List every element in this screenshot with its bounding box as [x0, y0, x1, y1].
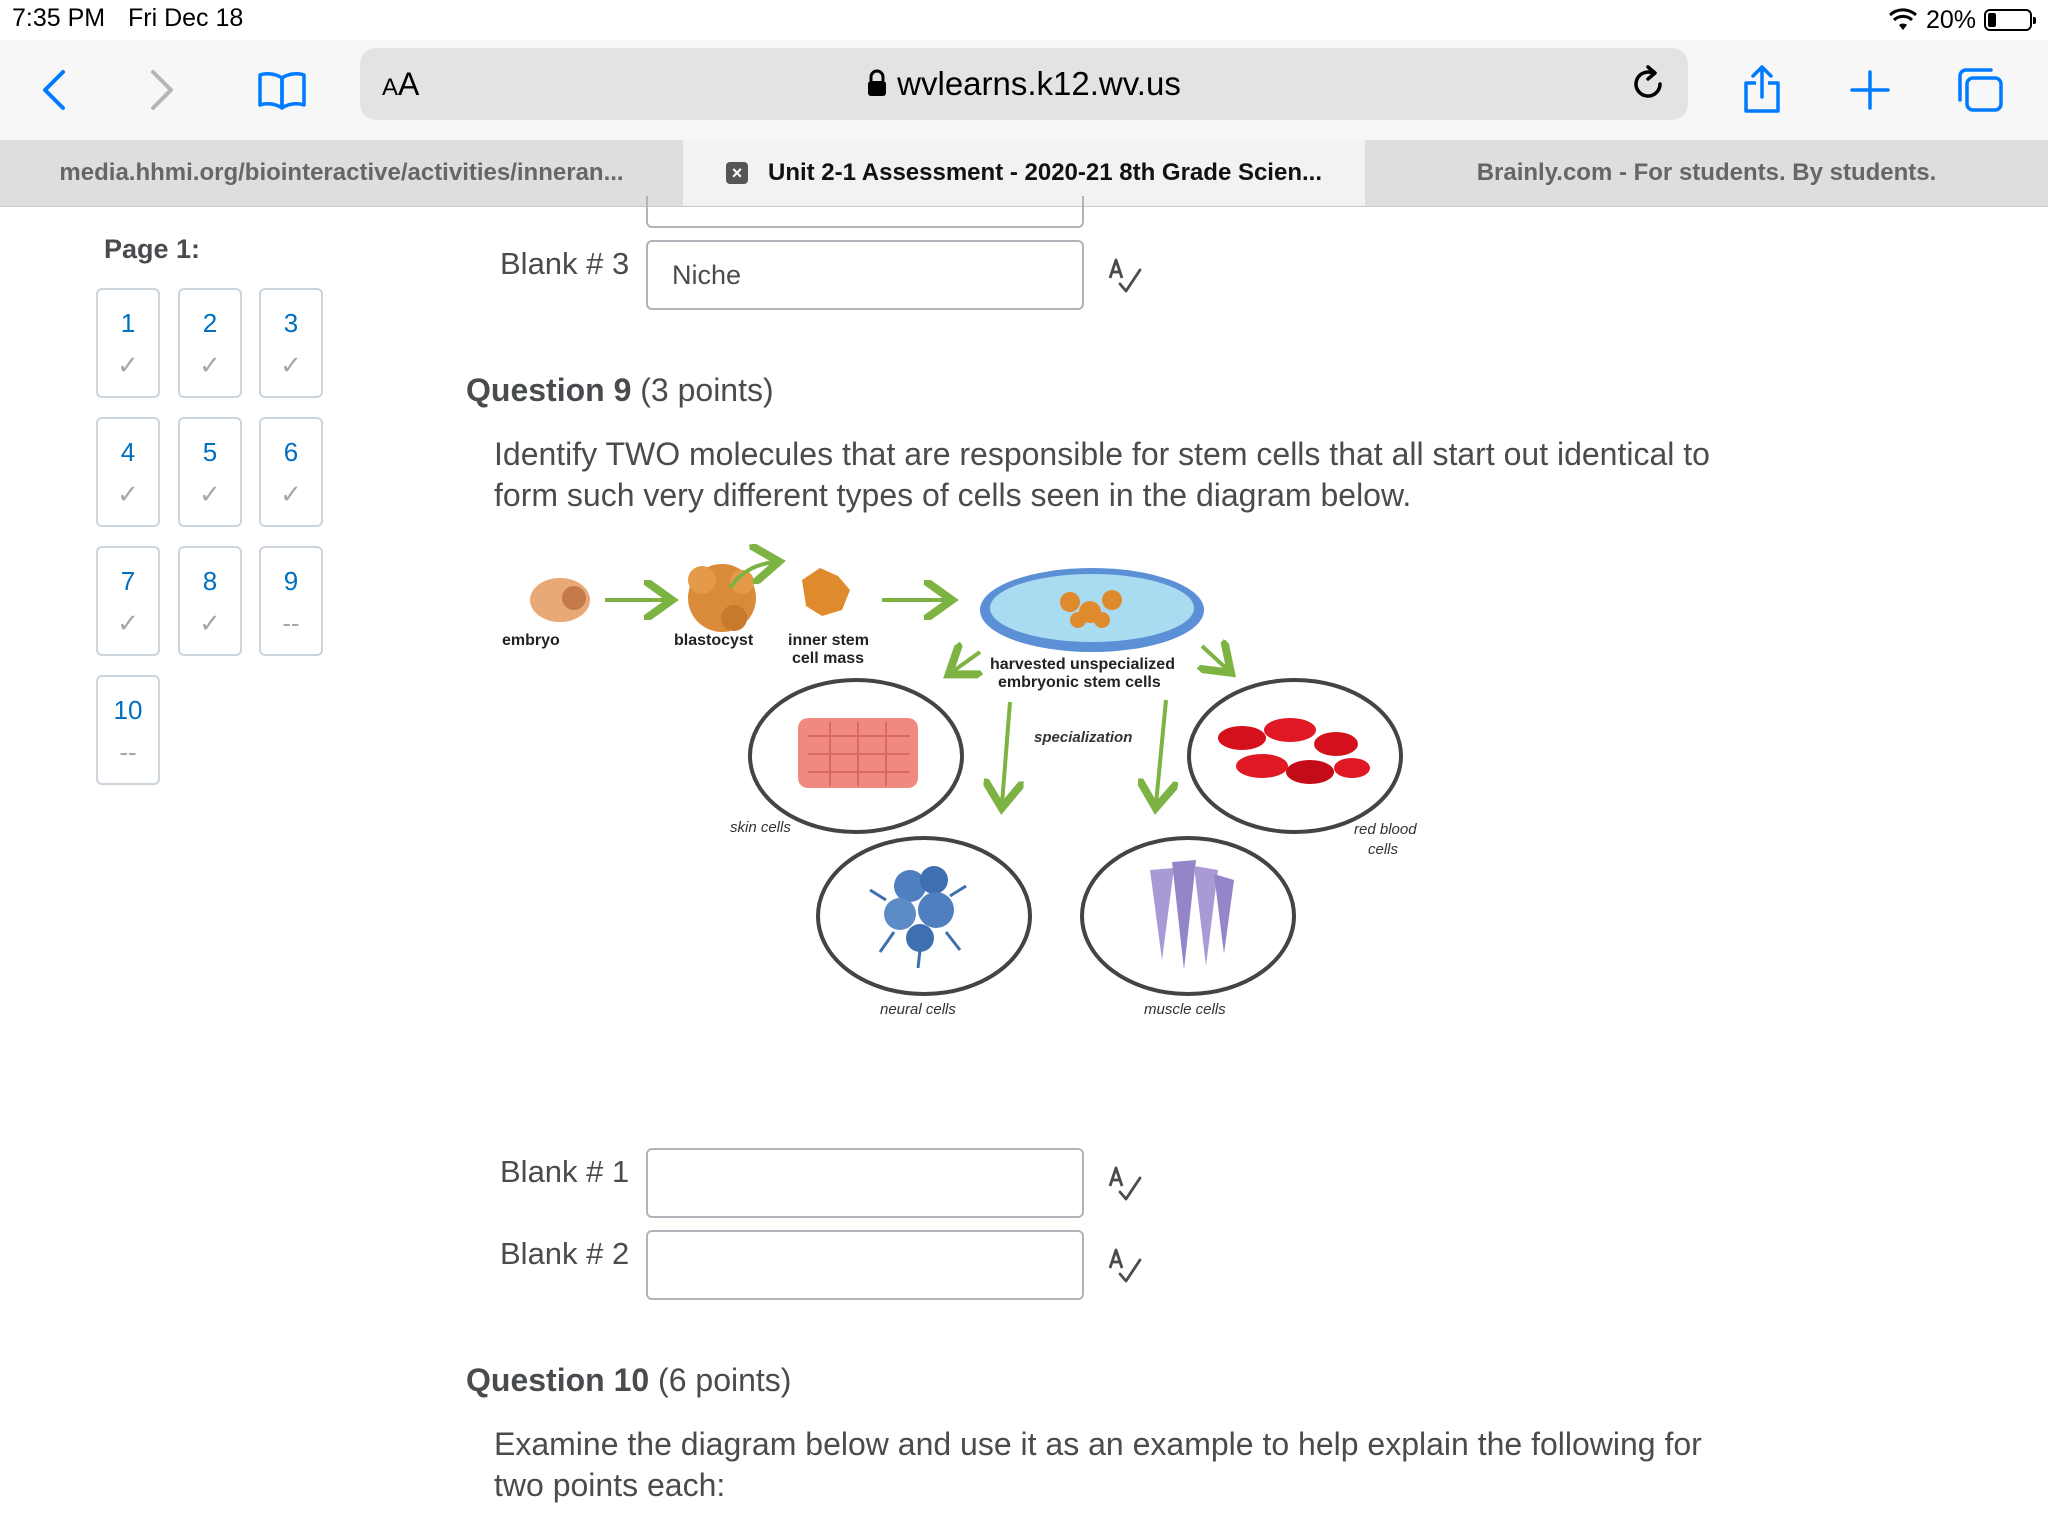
blank-2-input[interactable] — [646, 1230, 1084, 1300]
question-nav-4[interactable] — [96, 417, 160, 527]
answered-check-icon: ✓ — [280, 350, 302, 380]
question-9-heading: Question 9 — [466, 372, 632, 408]
question-number: 3 — [283, 308, 299, 338]
chevron-left-icon — [39, 68, 69, 112]
question-10-text: Examine the diagram below and use it as an example to help explain the following for two points each: — [494, 1426, 1702, 1503]
question-number: 4 — [120, 437, 136, 467]
question-number: 2 — [202, 308, 218, 338]
inner-cell-mass — [802, 568, 850, 616]
rbc-label-1: red blood — [1354, 821, 1417, 838]
reload-icon[interactable] — [1626, 62, 1670, 106]
share-icon — [1742, 65, 1782, 115]
arrow-to-rbc — [1202, 646, 1228, 670]
question-nav-1[interactable] — [96, 288, 160, 398]
question-nav-8[interactable] — [178, 546, 242, 656]
arrow-to-skin — [952, 652, 980, 672]
arrow-to-neural — [1002, 702, 1010, 804]
question-nav-7[interactable] — [96, 546, 160, 656]
wifi-icon — [1888, 8, 1918, 32]
lock-icon — [867, 69, 887, 97]
unanswered-mark: -- — [119, 737, 137, 767]
battery-fill — [1988, 13, 1996, 27]
bookmarks-button[interactable] — [252, 60, 312, 120]
answered-check-icon: ✓ — [117, 479, 139, 509]
embryo-cell — [530, 578, 590, 622]
blastocyst-label: blastocyst — [674, 632, 754, 649]
address-bar[interactable] — [360, 48, 1688, 120]
question-9-text: Identify TWO molecules that are responsible for stem cells that all start out identical to form such very different types of cells seen in the diagram below. — [494, 436, 1710, 513]
question-number: 1 — [120, 308, 136, 338]
question-nav-2[interactable] — [178, 288, 242, 398]
answered-check-icon: ✓ — [117, 350, 139, 380]
question-number: 10 — [113, 695, 143, 725]
question-9-points: (3 points) — [640, 372, 774, 408]
status-date: Fri Dec 18 — [128, 4, 244, 32]
status-bar — [0, 0, 2048, 40]
status-time: 7:35 PM — [12, 4, 106, 32]
skin-cells — [798, 718, 918, 788]
stem-cell-diagram — [490, 540, 1430, 1030]
inner-mass-label-2: cell mass — [792, 650, 865, 667]
blank-3-input[interactable] — [646, 240, 1084, 310]
page-label: Page 1: — [104, 234, 201, 264]
question-nav-6[interactable] — [259, 417, 323, 527]
previous-input-edge — [646, 196, 1084, 228]
status-right — [1888, 4, 2032, 36]
battery-percent: 20% — [1925, 5, 1976, 34]
tabs-icon — [1955, 66, 2005, 114]
question-10-points: (6 points) — [658, 1362, 792, 1398]
tab-label: Unit 2-1 Assessment - 2020-21 8th Grade Scien... — [767, 159, 1322, 186]
question-number: 5 — [202, 437, 218, 467]
url-display[interactable] — [360, 65, 1688, 103]
question-nav-9[interactable] — [259, 546, 323, 656]
skin-cells-label: skin cells — [730, 819, 791, 836]
plus-icon — [1850, 70, 1890, 110]
arrow-to-muscle — [1156, 700, 1166, 804]
rbc-label-2: cells — [1368, 841, 1399, 858]
spellcheck-icon[interactable] — [1106, 1164, 1146, 1204]
book-icon — [257, 70, 307, 110]
rbc-circle — [1189, 680, 1401, 832]
question-number: 7 — [120, 566, 136, 596]
blank-3-label: Blank # 3 — [500, 246, 630, 281]
blank-2-label: Blank # 2 — [500, 1236, 630, 1271]
neural-cells-label: neural cells — [880, 1001, 956, 1018]
blank-1-label: Blank # 1 — [500, 1154, 630, 1189]
answered-check-icon: ✓ — [199, 608, 221, 638]
blank-1-input[interactable] — [646, 1148, 1084, 1218]
spellcheck-icon[interactable] — [1106, 256, 1146, 296]
answered-check-icon: ✓ — [117, 608, 139, 638]
url-text: wvlearns.k12.wv.us — [897, 65, 1181, 102]
answered-check-icon: ✓ — [199, 479, 221, 509]
tab-hhmi[interactable] — [0, 140, 683, 206]
tab-label: media.hhmi.org/biointeractive/activities/inneran... — [59, 159, 624, 186]
answered-check-icon: ✓ — [199, 350, 221, 380]
spellcheck-icon[interactable] — [1106, 1246, 1146, 1286]
harvested-label-1: harvested unspecialized — [990, 656, 1175, 673]
question-number: 9 — [283, 566, 299, 596]
question-nav-10[interactable] — [96, 675, 160, 785]
inner-mass-label-1: inner stem — [788, 632, 869, 649]
battery-icon — [1984, 9, 2032, 31]
tabs-overview-button[interactable] — [1950, 60, 2010, 120]
aa-large-letter: A — [398, 66, 420, 102]
aa-small-letter: A — [382, 74, 399, 101]
petri-dish — [980, 568, 1204, 652]
question-number: 8 — [202, 566, 218, 596]
tab-label: Brainly.com - For students. By students. — [1476, 159, 1937, 186]
new-tab-button[interactable] — [1840, 60, 1900, 120]
close-tab-icon[interactable]: × — [726, 162, 748, 184]
back-button[interactable] — [24, 60, 84, 120]
harvested-label-2: embryonic stem cells — [998, 674, 1161, 691]
share-button[interactable] — [1732, 60, 1792, 120]
chevron-right-icon — [147, 68, 177, 112]
specialization-label: specialization — [1034, 729, 1133, 746]
tab-brainly[interactable] — [1365, 140, 2048, 206]
unanswered-mark: -- — [282, 608, 300, 638]
question-nav-5[interactable] — [178, 417, 242, 527]
embryo-label: embryo — [502, 632, 560, 649]
question-number: 6 — [283, 437, 299, 467]
question-10-heading: Question 10 — [466, 1362, 650, 1398]
question-9-title — [466, 372, 774, 409]
answered-check-icon: ✓ — [280, 479, 302, 509]
forward-button[interactable] — [132, 60, 192, 120]
question-nav-3[interactable] — [259, 288, 323, 398]
muscle-cells-label: muscle cells — [1144, 1001, 1226, 1018]
question-10-title — [466, 1362, 791, 1399]
